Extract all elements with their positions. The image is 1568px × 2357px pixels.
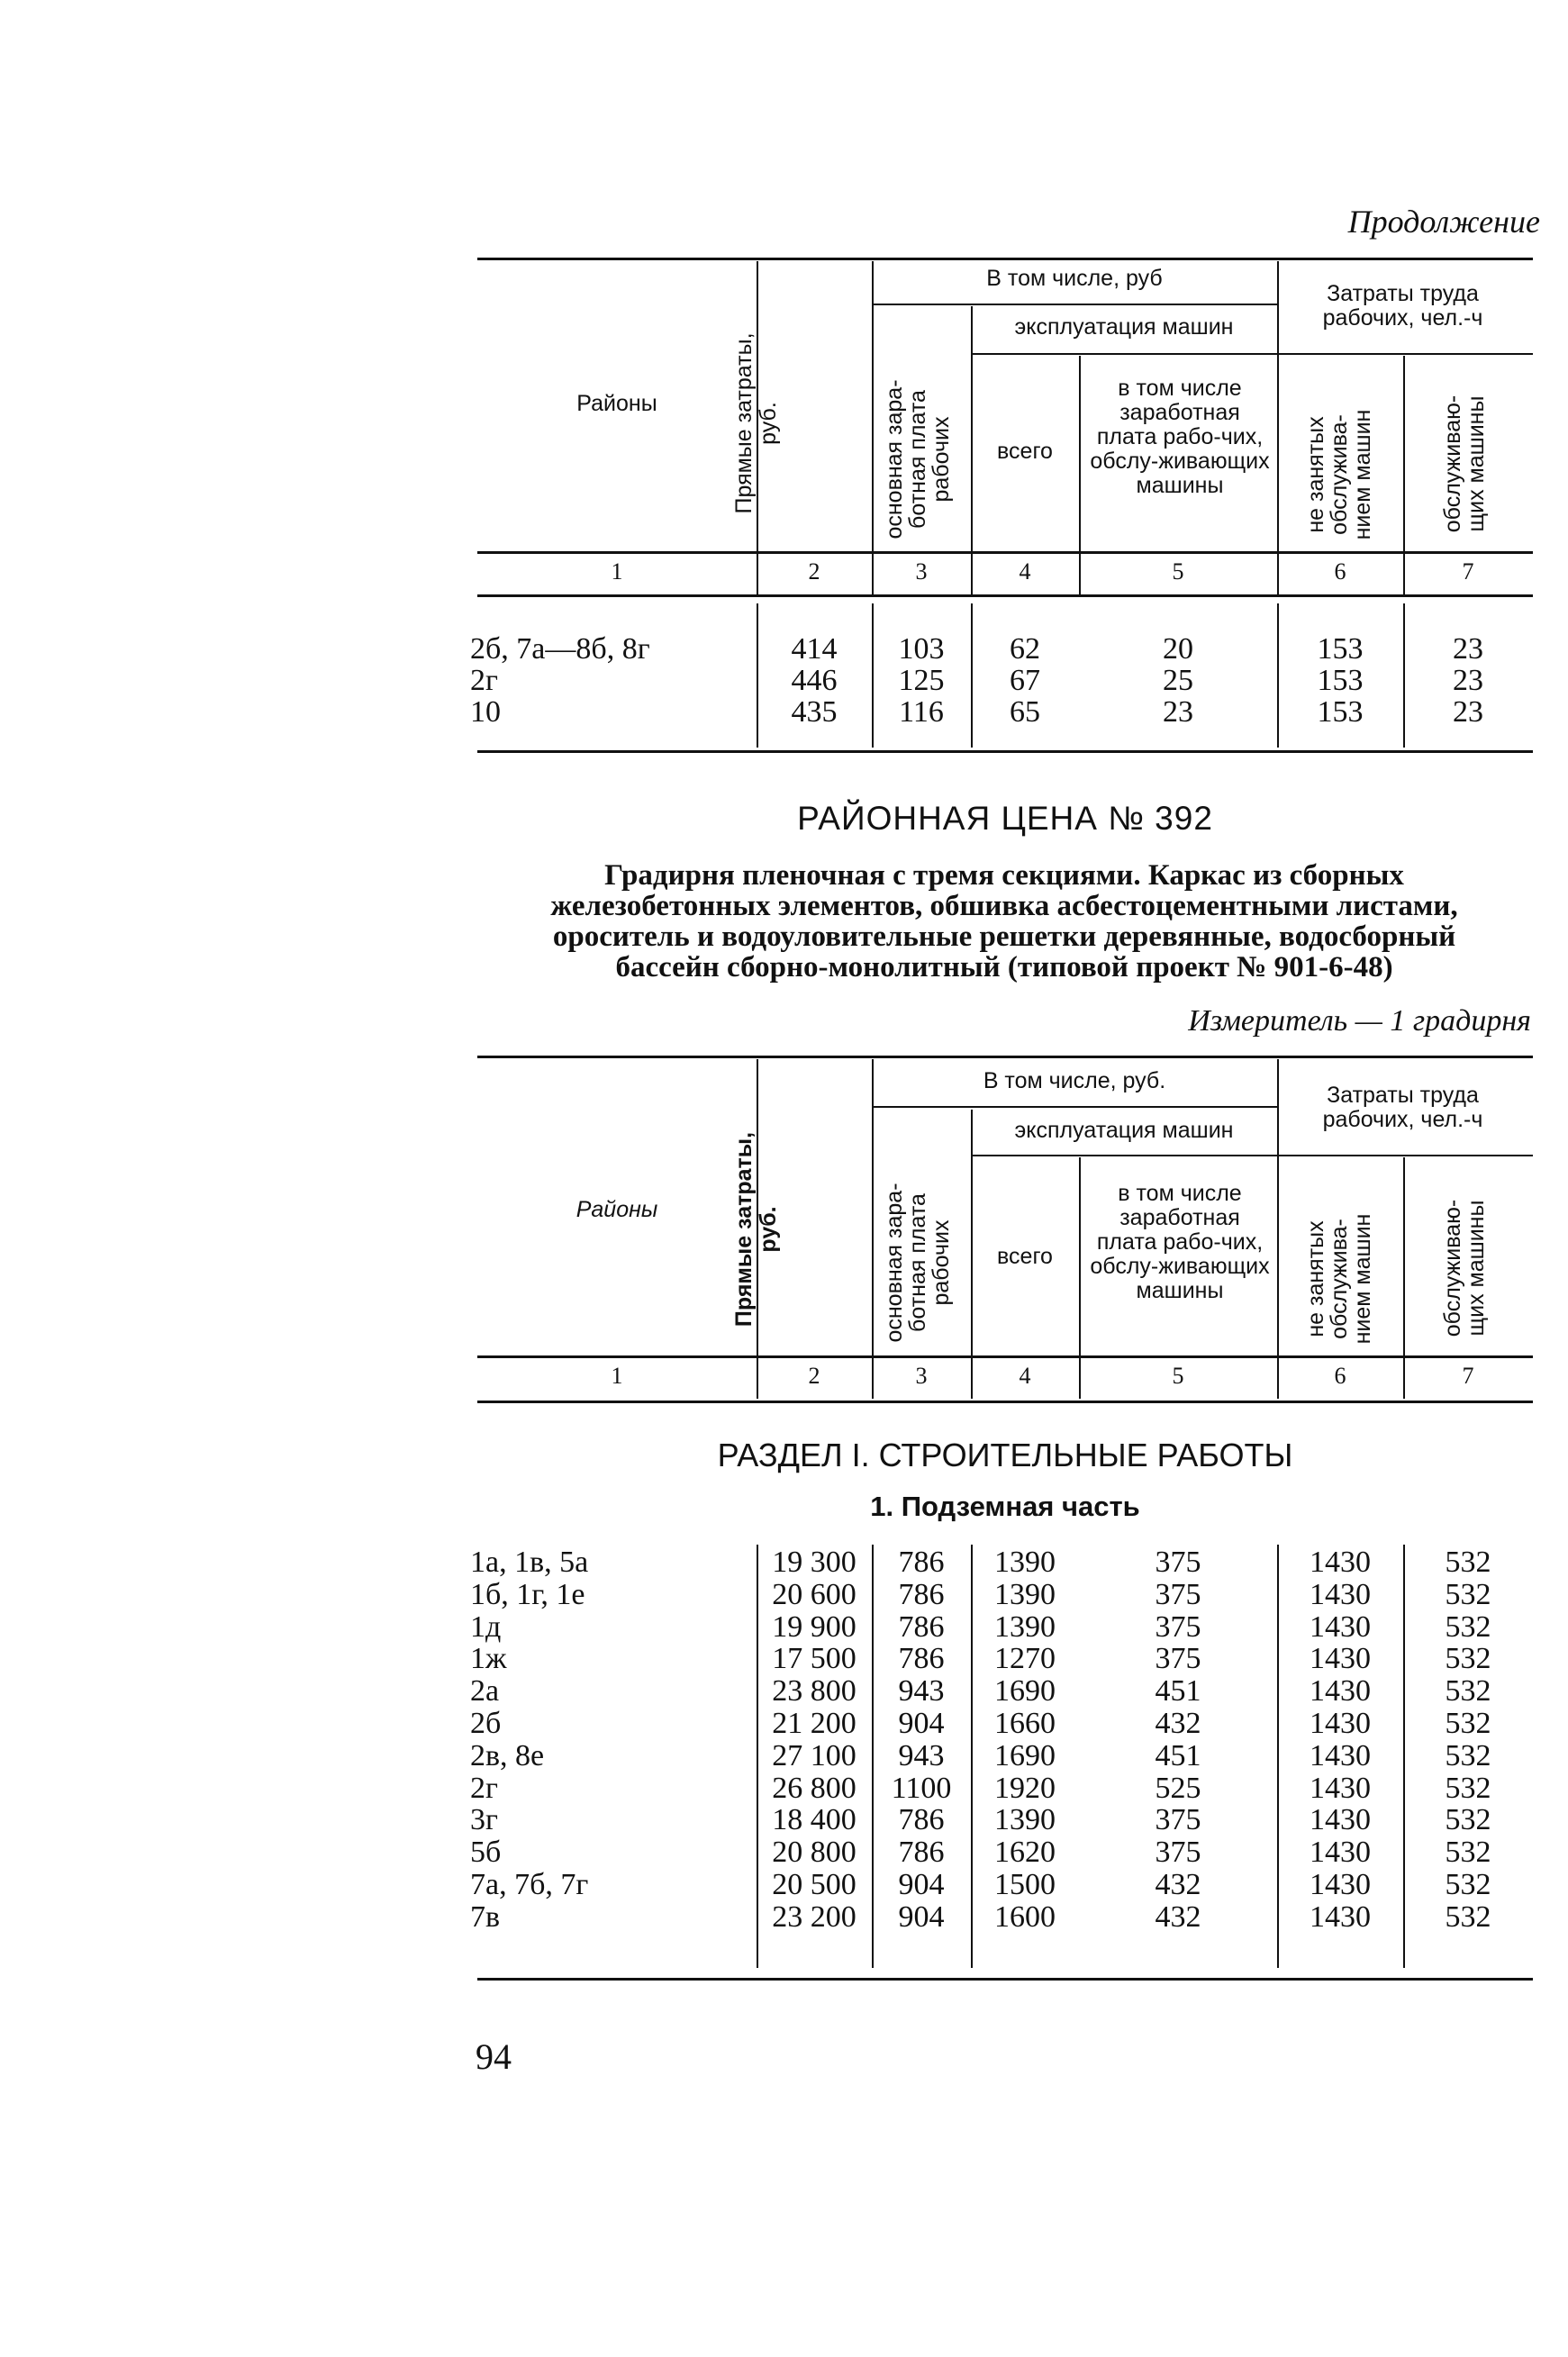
header-ne-zanyatyh: не занятых обслужива-нием машин xyxy=(1303,1213,1375,1345)
cell: 25 xyxy=(1163,664,1193,697)
cell: 18 400 xyxy=(772,1803,857,1837)
cell: 23 800 xyxy=(772,1674,857,1709)
cell: 1430 xyxy=(1310,1674,1371,1709)
header-v-tom-chisle: В том числе, руб xyxy=(986,266,1163,291)
header-ne-zanyatyh: не занятых обслужива-нием машин xyxy=(1303,409,1375,540)
description-line: железобетонных элементов, обшивка асбестоцементными листами, xyxy=(550,890,1458,922)
cell: 375 xyxy=(1155,1836,1201,1870)
colnum: 4 xyxy=(1019,558,1031,585)
colnum: 6 xyxy=(1334,1363,1346,1389)
cell: 1430 xyxy=(1310,1836,1371,1870)
cell: 20 xyxy=(1163,632,1193,666)
header-vsego: всего xyxy=(997,439,1053,464)
cell: 786 xyxy=(898,1577,945,1611)
cell: 125 xyxy=(898,664,945,697)
cell: 116 xyxy=(899,695,944,729)
colnum: 5 xyxy=(1172,1363,1184,1389)
cell-rayon: 1а, 1в, 5а xyxy=(470,1546,589,1579)
cell: 1270 xyxy=(994,1642,1056,1676)
cell: 375 xyxy=(1155,1642,1201,1676)
header-rayony: Районы xyxy=(576,391,657,416)
cell: 1390 xyxy=(994,1577,1056,1611)
cell: 786 xyxy=(898,1609,945,1644)
header-ekspluataciya: эксплуатация машин xyxy=(1014,314,1234,340)
cell: 1430 xyxy=(1310,1546,1371,1579)
cell: 1620 xyxy=(994,1836,1056,1870)
cell: 153 xyxy=(1317,664,1364,697)
cell: 532 xyxy=(1445,1707,1491,1740)
cell: 432 xyxy=(1155,1707,1201,1740)
cell: 532 xyxy=(1445,1738,1491,1772)
cell: 532 xyxy=(1445,1546,1491,1579)
cell-rayon: 7в xyxy=(470,1899,501,1934)
cell: 1690 xyxy=(994,1674,1056,1709)
cell: 1430 xyxy=(1310,1738,1371,1772)
cell: 446 xyxy=(791,664,838,697)
colnum: 1 xyxy=(611,1363,623,1389)
header-pryamye: Прямые затраты, руб. xyxy=(731,1131,781,1328)
cell: 786 xyxy=(898,1642,945,1676)
cell: 21 200 xyxy=(772,1707,857,1740)
cell: 532 xyxy=(1445,1868,1491,1901)
measure-label: Измеритель — 1 градирня xyxy=(1188,1004,1531,1038)
cell: 375 xyxy=(1155,1803,1201,1837)
cell: 1430 xyxy=(1310,1771,1371,1805)
header-rayony: Районы xyxy=(576,1197,658,1222)
cell-rayon: 2б xyxy=(470,1707,502,1740)
header-v-tom-chisle-zp: в том числе заработная плата рабо-чих, обслу-живающих машины xyxy=(1090,1181,1270,1303)
cell: 1430 xyxy=(1310,1899,1371,1934)
header-zatraty-truda: Затраты труда рабочих, чел.-ч xyxy=(1322,281,1483,331)
cell: 414 xyxy=(791,632,838,666)
cell: 19 300 xyxy=(772,1546,857,1579)
colnum: 4 xyxy=(1019,1363,1031,1389)
price-title: РАЙОННАЯ ЦЕНА № 392 xyxy=(797,800,1213,837)
cell: 532 xyxy=(1445,1899,1491,1934)
header-obsluzh: обслуживаю-щих машины xyxy=(1440,1199,1489,1337)
cell: 451 xyxy=(1155,1674,1201,1709)
page-number: 94 xyxy=(476,2036,512,2077)
subsection-title: 1. Подземная часть xyxy=(870,1491,1140,1522)
continuation-label: Продолжение xyxy=(1347,204,1540,240)
cell: 1600 xyxy=(994,1899,1056,1934)
cell: 23 xyxy=(1453,664,1483,697)
cell-rayon: 5б xyxy=(470,1836,502,1870)
cell: 20 600 xyxy=(772,1577,857,1611)
cell: 17 500 xyxy=(772,1642,857,1676)
cell: 943 xyxy=(898,1674,945,1709)
cell: 23 200 xyxy=(772,1899,857,1934)
cell: 532 xyxy=(1445,1803,1491,1837)
cell: 65 xyxy=(1010,695,1040,729)
cell: 432 xyxy=(1155,1868,1201,1901)
cell: 1430 xyxy=(1310,1642,1371,1676)
cell: 20 500 xyxy=(772,1868,857,1901)
colnum: 2 xyxy=(808,558,820,585)
cell: 20 800 xyxy=(772,1836,857,1870)
cell: 1430 xyxy=(1310,1577,1371,1611)
header-pryamye: Прямые затраты, руб. xyxy=(731,332,781,514)
cell: 1430 xyxy=(1310,1868,1371,1901)
cell: 451 xyxy=(1155,1738,1201,1772)
cell-rayon: 1д xyxy=(470,1609,502,1644)
cell: 375 xyxy=(1155,1577,1201,1611)
cell: 435 xyxy=(791,695,838,729)
cell-rayon: 7а, 7б, 7г xyxy=(470,1868,589,1901)
description-line: Градирня пленочная с тремя секциями. Каркас из сборных xyxy=(604,859,1404,892)
description-line: ороситель и водоуловительные решетки деревянные, водосборный xyxy=(552,920,1456,953)
cell: 153 xyxy=(1317,632,1364,666)
cell: 432 xyxy=(1155,1899,1201,1934)
colnum: 7 xyxy=(1462,1363,1474,1389)
cell: 1390 xyxy=(994,1609,1056,1644)
description xyxy=(468,860,1540,983)
cell-rayon: 2в, 8е xyxy=(470,1738,545,1772)
cell: 62 xyxy=(1010,632,1040,666)
cell: 1390 xyxy=(994,1546,1056,1579)
description-line: бассейн сборно-монолитный (типовой проект № 901-6-48) xyxy=(615,951,1393,984)
cell: 1430 xyxy=(1310,1803,1371,1837)
cell: 375 xyxy=(1155,1609,1201,1644)
cell-rayon: 2б, 7а—8б, 8г xyxy=(470,632,650,666)
colnum: 2 xyxy=(808,1363,820,1389)
cell: 67 xyxy=(1010,664,1040,697)
cell: 904 xyxy=(898,1868,945,1901)
cell: 1430 xyxy=(1310,1707,1371,1740)
header-osnovnaya: основная зара-ботная плата рабочих xyxy=(882,1183,954,1343)
colnum: 3 xyxy=(915,1363,928,1389)
cell: 23 xyxy=(1453,632,1483,666)
colnum: 6 xyxy=(1334,558,1346,585)
cell: 1920 xyxy=(994,1771,1056,1805)
cell: 943 xyxy=(898,1738,945,1772)
cell: 27 100 xyxy=(772,1738,857,1772)
cell-rayon: 1б, 1г, 1е xyxy=(470,1577,585,1611)
cell: 532 xyxy=(1445,1642,1491,1676)
cell: 532 xyxy=(1445,1577,1491,1611)
cell: 23 xyxy=(1453,695,1483,729)
colnum: 7 xyxy=(1462,558,1474,585)
cell: 1690 xyxy=(994,1738,1056,1772)
cell: 525 xyxy=(1155,1771,1201,1805)
cell-rayon: 2а xyxy=(470,1674,500,1709)
colnum: 1 xyxy=(611,558,623,585)
cell: 1500 xyxy=(994,1868,1056,1901)
cell: 904 xyxy=(898,1899,945,1934)
cell: 19 900 xyxy=(772,1609,857,1644)
cell: 375 xyxy=(1155,1546,1201,1579)
cell: 786 xyxy=(898,1836,945,1870)
header-v-tom-chisle: В том числе, руб. xyxy=(983,1068,1166,1093)
cell: 904 xyxy=(898,1707,945,1740)
header-v-tom-chisle-zp: в том числе заработная плата рабо-чих, обслу-живающих машины xyxy=(1090,376,1270,498)
cell-rayon: 3г xyxy=(470,1803,498,1837)
header-osnovnaya: основная зара-ботная плата рабочих xyxy=(882,379,954,539)
cell-rayon: 2г xyxy=(470,664,498,697)
cell: 786 xyxy=(898,1546,945,1579)
cell: 23 xyxy=(1163,695,1193,729)
header-zatraty-truda: Затраты труда рабочих, чел.-ч xyxy=(1322,1083,1483,1132)
cell: 532 xyxy=(1445,1674,1491,1709)
colnum: 5 xyxy=(1172,558,1184,585)
cell: 1390 xyxy=(994,1803,1056,1837)
colnum: 3 xyxy=(915,558,928,585)
header-obsluzh: обслуживаю-щих машины xyxy=(1440,394,1489,533)
cell: 1100 xyxy=(891,1771,952,1805)
header-ekspluataciya: эксплуатация машин xyxy=(1014,1118,1234,1143)
cell-rayon: 2г xyxy=(470,1771,498,1805)
cell: 153 xyxy=(1317,695,1364,729)
cell-rayon: 1ж xyxy=(470,1642,507,1676)
cell-rayon: 10 xyxy=(470,695,501,729)
cell: 786 xyxy=(898,1803,945,1837)
cell: 532 xyxy=(1445,1771,1491,1805)
cell: 532 xyxy=(1445,1609,1491,1644)
cell: 1430 xyxy=(1310,1609,1371,1644)
cell: 26 800 xyxy=(772,1771,857,1805)
header-vsego: всего xyxy=(997,1244,1053,1269)
cell: 532 xyxy=(1445,1836,1491,1870)
cell: 1660 xyxy=(994,1707,1056,1740)
cell: 103 xyxy=(898,632,945,666)
section-title: РАЗДЕЛ I. СТРОИТЕЛЬНЫЕ РАБОТЫ xyxy=(717,1437,1293,1473)
